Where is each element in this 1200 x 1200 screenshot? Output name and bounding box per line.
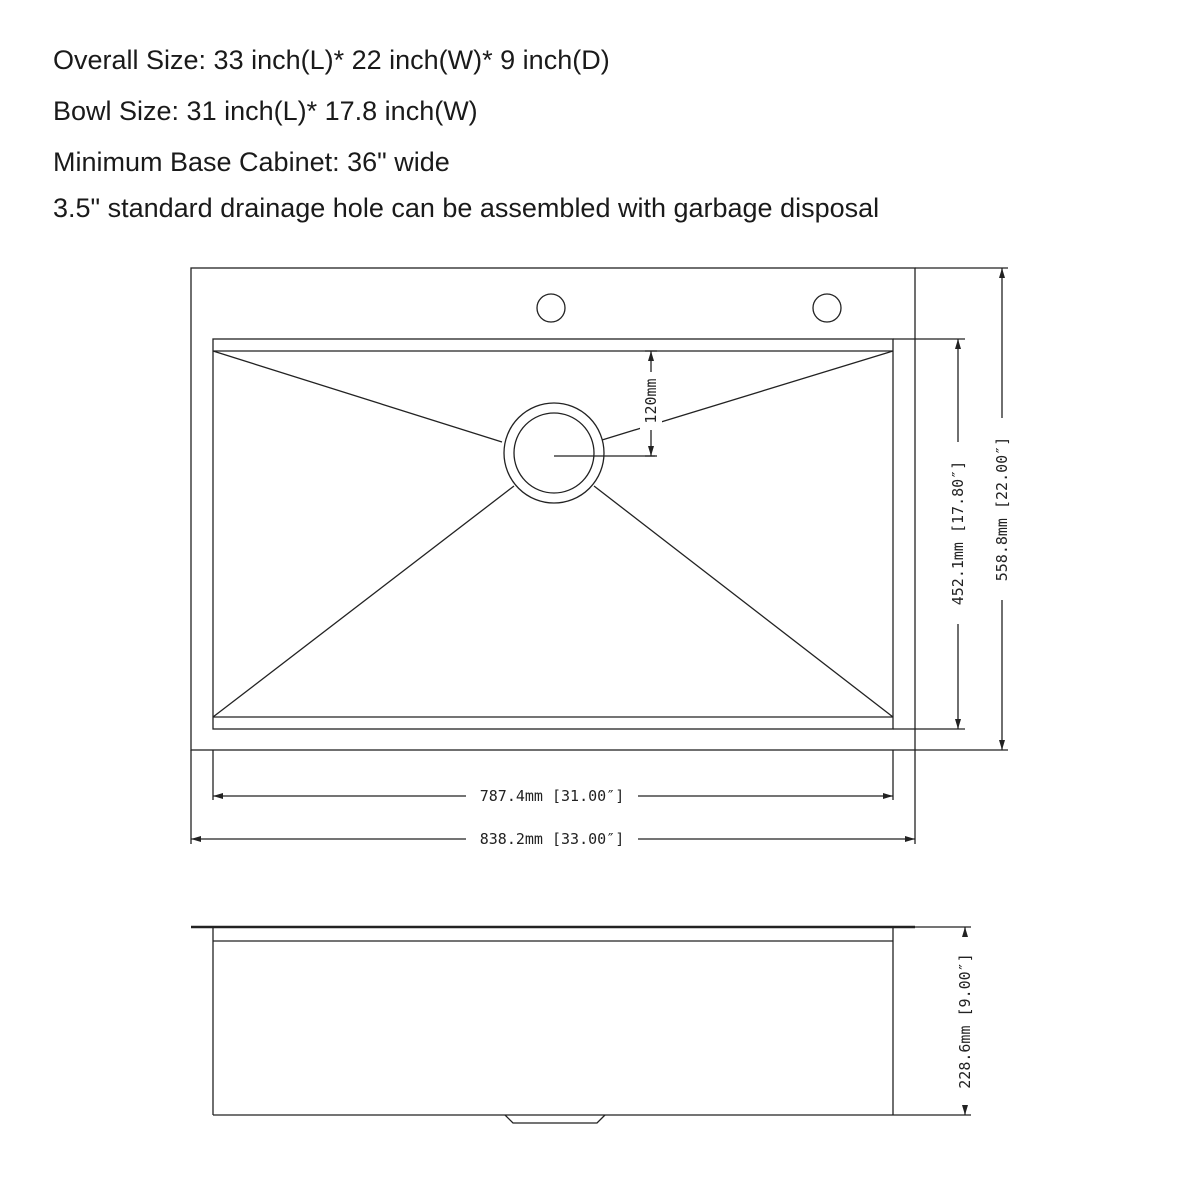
top-view-outer-rim <box>191 268 915 750</box>
arrow-overall-length-left <box>191 836 201 842</box>
arrow-depth-top <box>962 927 968 937</box>
faucet-hole-right <box>813 294 841 322</box>
arrow-bowl-length-left <box>213 793 223 799</box>
spec-bowl-size: Bowl Size: 31 inch(L)* 17.8 inch(W) <box>53 96 478 126</box>
side-view-drain-outlet <box>505 1115 605 1123</box>
drain-inner-ring <box>514 413 594 493</box>
arrow-overall-width-bottom <box>999 740 1005 750</box>
slope-line-front-left <box>213 486 514 717</box>
arrow-overall-width-top <box>999 268 1005 278</box>
drain-outer-ring <box>504 403 604 503</box>
arrow-drain-top <box>648 351 654 361</box>
arrow-bowl-length-right <box>883 793 893 799</box>
spec-min-cabinet: Minimum Base Cabinet: 36" wide <box>53 147 450 177</box>
depth-label: 228.6mm [9.00″] <box>956 953 974 1089</box>
bowl-outline <box>213 339 893 729</box>
slope-line-front-right <box>594 486 893 717</box>
arrow-bowl-width-top <box>955 339 961 349</box>
arrow-bowl-width-bottom <box>955 719 961 729</box>
drain-offset-label: 120mm <box>642 378 660 424</box>
overall-width-label: 558.8mm [22.00″] <box>993 436 1011 582</box>
arrow-overall-length-right <box>905 836 915 842</box>
spec-drainage: 3.5" standard drainage hole can be assembled with garbage disposal <box>53 193 880 223</box>
bowl-width-label: 452.1mm [17.80″] <box>949 460 967 606</box>
spec-overall-size: Overall Size: 33 inch(L)* 22 inch(W)* 9 inch(D) <box>53 45 610 75</box>
bowl-length-label: 787.4mm [31.00″] <box>479 787 625 805</box>
arrow-drain-bottom <box>648 446 654 456</box>
faucet-hole-left <box>537 294 565 322</box>
slope-line-back-left <box>213 351 502 442</box>
overall-length-label: 838.2mm [33.00″] <box>479 830 625 848</box>
arrow-depth-bottom <box>962 1105 968 1115</box>
